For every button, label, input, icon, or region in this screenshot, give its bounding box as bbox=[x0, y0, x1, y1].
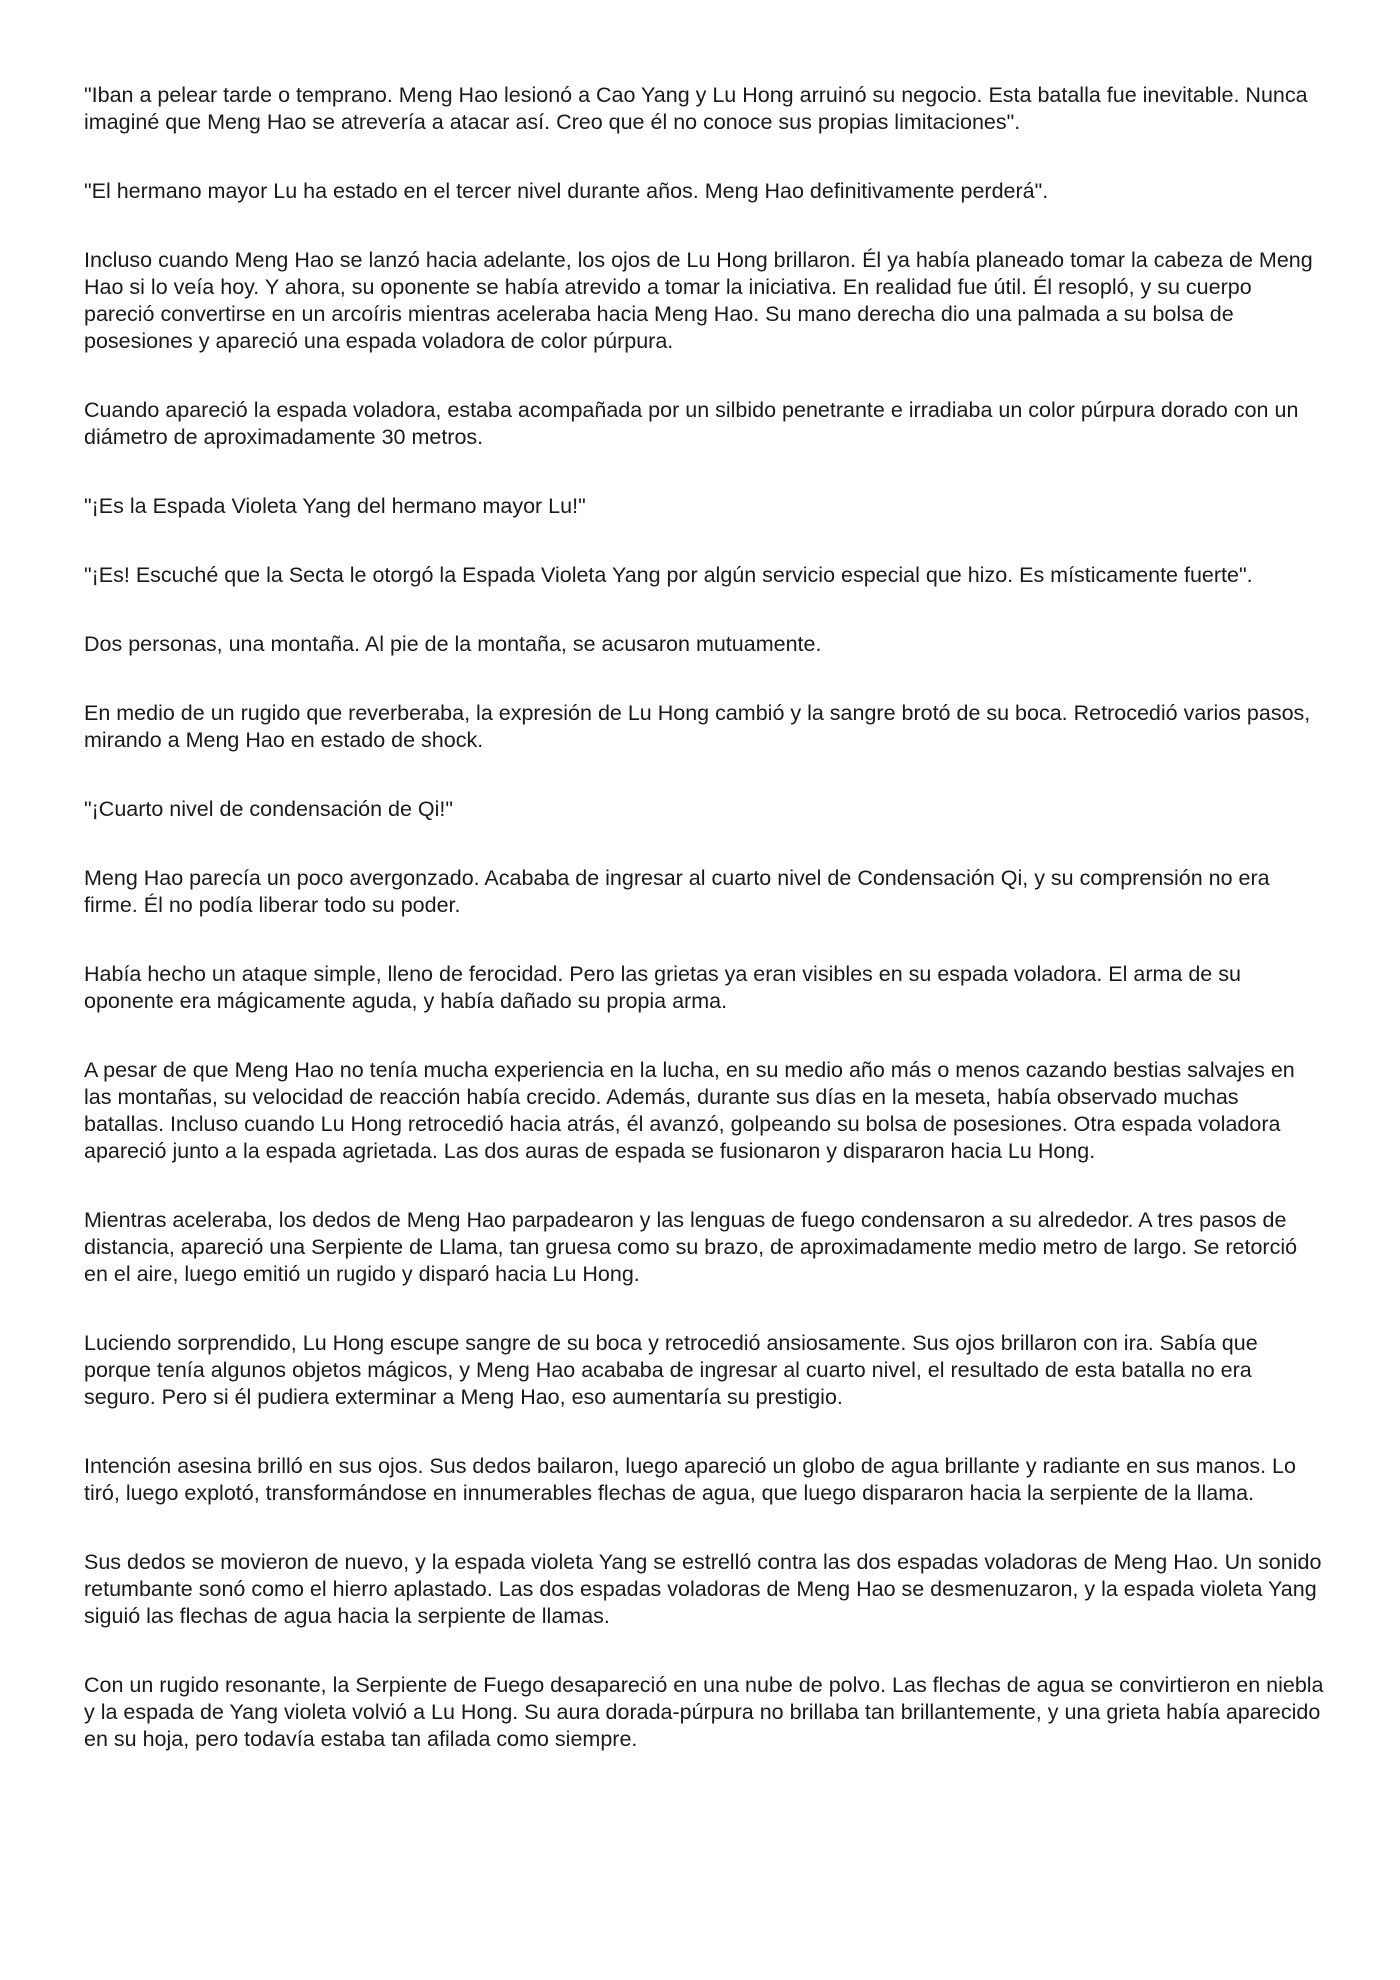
paragraph-2: "El hermano mayor Lu ha estado en el tercer nivel durante años. Meng Hao definitivamente perderá". bbox=[84, 179, 1049, 203]
paragraph-10: Meng Hao parecía un poco avergonzado. Acababa de ingresar al cuarto nivel de Condensación Qi, y su comprensión no era firme. Él no podía liberar todo su poder. bbox=[84, 866, 1270, 917]
paragraph-7: Dos personas, una montaña. Al pie de la montaña, se acusaron mutuamente. bbox=[84, 632, 822, 656]
paragraph-5: "¡Es la Espada Violeta Yang del hermano mayor Lu!" bbox=[84, 494, 586, 518]
paragraph-17: Con un rugido resonante, la Serpiente de Fuego desapareció en una nube de polvo. Las flechas de agua se convirtieron en niebla y la espada de Yang violeta volvió a Lu Hong. Su aura dorada-púrpura no brillaba tan brillantemente, y una grieta había aparecido en su hoja, pero todavía estaba tan afilada como siempre. bbox=[84, 1673, 1324, 1751]
document-page bbox=[84, 82, 1324, 1795]
paragraph-3: Incluso cuando Meng Hao se lanzó hacia adelante, los ojos de Lu Hong brillaron. Él ya había planeado tomar la cabeza de Meng Hao si lo veía hoy. Y ahora, su oponente se había atrevido a tomar la iniciativa. En realidad fue útil. Él resopló, y su cuerpo pareció convertirse en un arcoíris mientras aceleraba hacia Meng Hao. Su mano derecha dio una palmada a su bolsa de posesiones y apareció una espada voladora de color púrpura. bbox=[84, 248, 1313, 353]
paragraph-11: Había hecho un ataque simple, lleno de ferocidad. Pero las grietas ya eran visibles en su espada voladora. El arma de su oponente era mágicamente aguda, y había dañado su propia arma. bbox=[84, 962, 1241, 1013]
paragraph-16: Sus dedos se movieron de nuevo, y la espada violeta Yang se estrelló contra las dos espadas voladoras de Meng Hao. Un sonido retumbante sonó como el hierro aplastado. Las dos espadas voladoras de Meng Hao se desmenuzaron, y la espada violeta Yang siguió las flechas de agua hacia la serpiente de llamas. bbox=[84, 1550, 1322, 1628]
paragraph-15: Intención asesina brilló en sus ojos. Sus dedos bailaron, luego apareció un globo de agua brillante y radiante en sus manos. Lo tiró, luego explotó, transformándose en innumerables flechas de agua, que luego dispararon hacia la serpiente de la llama. bbox=[84, 1454, 1296, 1505]
paragraph-1: "Iban a pelear tarde o temprano. Meng Hao lesionó a Cao Yang y Lu Hong arruinó su negocio. Esta batalla fue inevitable. Nunca imaginé que Meng Hao se atrevería a atacar así. Creo que él no conoce sus propias limitaciones". bbox=[84, 83, 1308, 134]
paragraph-8: En medio de un rugido que reverberaba, la expresión de Lu Hong cambió y la sangre brotó de su boca. Retrocedió varios pasos, mirando a Meng Hao en estado de shock. bbox=[84, 701, 1311, 752]
paragraph-12: A pesar de que Meng Hao no tenía mucha experiencia en la lucha, en su medio año más o menos cazando bestias salvajes en las montañas, su velocidad de reacción había crecido. Además, durante sus días en la meseta, había observado muchas batallas. Incluso cuando Lu Hong retrocedió hacia atrás, él avanzó, golpeando su bolsa de posesiones. Otra espada voladora apareció junto a la espada agrietada. Las dos auras de espada se fusionaron y dispararon hacia Lu Hong. bbox=[84, 1058, 1295, 1163]
paragraph-4: Cuando apareció la espada voladora, estaba acompañada por un silbido penetrante e irradiaba un color púrpura dorado con un diámetro de aproximadamente 30 metros. bbox=[84, 398, 1299, 449]
paragraph-14: Luciendo sorprendido, Lu Hong escupe sangre de su boca y retrocedió ansiosamente. Sus ojos brillaron con ira. Sabía que porque tenía algunos objetos mágicos, y Meng Hao acababa de ingresar al cuarto nivel, el resultado de esta batalla no era seguro. Pero si él pudiera exterminar a Meng Hao, eso aumentaría su prestigio. bbox=[84, 1331, 1258, 1409]
paragraph-13: Mientras aceleraba, los dedos de Meng Hao parpadearon y las lenguas de fuego condensaron a su alrededor. A tres pasos de distancia, apareció una Serpiente de Llama, tan gruesa como su brazo, de aproximadamente medio metro de largo. Se retorció en el aire, luego emitió un rugido y disparó hacia Lu Hong. bbox=[84, 1208, 1298, 1286]
paragraph-6: "¡Es! Escuché que la Secta le otorgó la Espada Violeta Yang por algún servicio especial que hizo. Es místicamente fuerte". bbox=[84, 563, 1253, 587]
paragraph-9: "¡Cuarto nivel de condensación de Qi!" bbox=[84, 797, 454, 821]
